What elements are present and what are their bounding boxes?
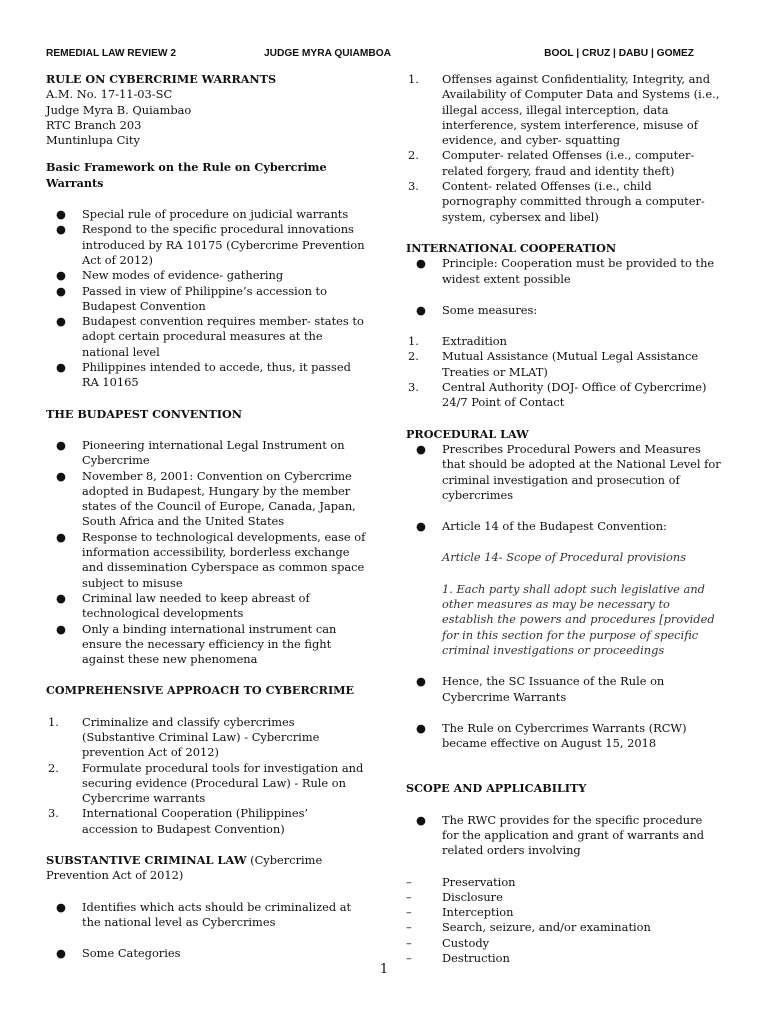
comprehensive-heading: COMPREHENSIVE APPROACH TO CYBERCRIME — [46, 683, 355, 698]
list-item: – Interception — [406, 905, 514, 920]
article-title: Article 14- Scope of Procedural provisions — [442, 550, 687, 565]
list-item: – Disclosure — [406, 889, 503, 904]
list-item: ● Some Categories — [56, 946, 181, 961]
substantive-heading-line — [46, 853, 366, 884]
list-item: ● Criminal law needed to keep abreast of technological developments — [56, 590, 310, 621]
doc-title: RULE ON CYBERCRIME WARRANTS — [46, 72, 277, 86]
list-item: ● Special rule of procedure on judicial warrants — [56, 207, 349, 222]
left-column — [46, 72, 366, 962]
list-item: ● November 8, 2001: Convention on Cybercrime adopted in Budapest, Hungary by the member states of the Council of Europe, Canada, Japan, South Africa and the United States — [56, 468, 356, 529]
list-item: ● Pioneering international Legal Instrument on Cybercrime — [56, 437, 345, 468]
list-item: ● Budapest convention requires member- states to adopt certain procedural measures at the national level — [56, 314, 364, 359]
list-item: ● Only a binding international instrument can ensure the necessary efficiency in the fight against these new phenomena — [56, 621, 337, 667]
header-judge: JUDGE MYRA QUIAMBOA — [264, 48, 391, 59]
framework-heading: Basic Framework on the Rule on Cybercrime Warrants — [46, 160, 327, 190]
procedural-heading: PROCEDURAL LAW — [406, 426, 529, 441]
list-item: ● Hence, the SC Issuance of the Rule on Cybercrime Warrants — [416, 674, 665, 704]
list-item: 1. Extradition — [408, 334, 507, 349]
list-item: 3. Content- related Offenses (i.e., child pornography committed through a computer- system, cybersex and libel) — [408, 179, 705, 224]
list-item: ● The Rule on Cybercrimes Warrants (RCW) became effective on August 15, 2018 — [416, 720, 687, 751]
scope-heading: SCOPE AND APPLICABILITY — [406, 781, 587, 796]
list-item: ● Article 14 of the Budapest Convention: — [416, 519, 667, 534]
procedural-list-2 — [406, 674, 722, 751]
list-item: – Preservation — [406, 874, 516, 889]
intl-measures-list — [406, 334, 722, 410]
budapest-heading: THE BUDAPEST CONVENTION — [46, 406, 242, 421]
intl-principle-list — [406, 256, 722, 318]
list-item: 1. Offenses against Confidentiality, Integrity, and Availability of Computer Data and Systems (i.e., illegal access, illegal interception, data interference, system interference, misuse of evidence, and cyber- squatting — [408, 72, 720, 148]
list-item: ● Passed in view of Philippine’s accession to Budapest Convention — [56, 283, 327, 313]
header-course: REMEDIAL LAW REVIEW 2 — [46, 48, 176, 59]
framework-list — [46, 207, 366, 391]
list-item: ● The RWC provides for the specific procedure for the application and grant of warrants and related orders involving — [416, 812, 705, 858]
list-item: 3. International Cooperation (Philippines’ accession to Budapest Convention) — [48, 806, 309, 836]
list-item: ● Respond to the specific procedural innovations introduced by RA 10175 (Cybercrime Prevention Act of 2012) — [56, 222, 365, 267]
right-column — [406, 72, 722, 966]
list-item: – Destruction — [406, 951, 510, 966]
list-item: – Search, seizure, and/or examination — [406, 920, 651, 935]
page-number: 1 — [379, 962, 389, 977]
list-item: 3. Central Authority (DOJ- Office of Cybercrime) 24/7 Point of Contact — [408, 380, 707, 410]
list-item: ● Philippines intended to accede, thus, it passed RA 10165 — [56, 360, 351, 390]
intl-heading: INTERNATIONAL COOPERATION — [406, 240, 617, 255]
list-item: 2. Computer- related Offenses (i.e., computer- related forgery, fraud and identity theft) — [408, 148, 695, 178]
category-list — [406, 72, 722, 225]
list-item: ● Identifies which acts should be criminalized at the national level as Cybercrimes — [56, 899, 352, 929]
substantive-heading: SUBSTANTIVE CRIMINAL LAW — [46, 853, 247, 868]
scope-sublist — [406, 875, 722, 967]
substantive-list — [46, 900, 366, 962]
doc-city: Muntinlupa City — [46, 133, 140, 148]
list-item: ● Principle: Cooperation must be provided to the widest extent possible — [416, 256, 715, 286]
list-item: 1. Criminalize and classify cybercrimes (Substantive Criminal Law) - Cybercrime prevention Act of 2012) — [48, 714, 320, 760]
list-item: 2. Mutual Assistance (Mutual Legal Assistance Treaties or MLAT) — [408, 349, 699, 379]
list-item: ● New modes of evidence- gathering — [56, 268, 284, 283]
budapest-list — [46, 438, 366, 667]
procedural-list — [406, 442, 722, 534]
page-header — [46, 46, 694, 60]
list-item: ● Prescribes Procedural Powers and Measures that should be adopted at the National Level for criminal investigation and prosecution of cybercrimes — [416, 441, 721, 502]
doc-branch: RTC Branch 203 — [46, 117, 142, 132]
list-item: 2. Formulate procedural tools for investigation and securing evidence (Procedural Law) - Rule on Cybercrime warrants — [48, 760, 364, 806]
list-item: – Custody — [406, 935, 490, 950]
scope-list — [406, 813, 722, 859]
list-item: ● Response to technological developments, ease of information accessibility, borderless exchange and dissemination Cyberspace as common space subject to misuse — [56, 529, 366, 590]
list-item: ● Some measures: — [416, 302, 538, 317]
doc-case-number: A.M. No. 17-11-03-SC — [46, 87, 173, 102]
substantive-heading-rest: (Cybercrime Prevention Act of 2012) — [46, 853, 323, 883]
comprehensive-list — [46, 715, 366, 837]
header-authors: BOOL | CRUZ | DABU | GOMEZ — [544, 48, 694, 59]
doc-judge: Judge Myra B. Quiambao — [46, 102, 192, 117]
article-text: 1. Each party shall adopt such legislative and other measures as may be necessary to establish the powers and procedures [provided for in this section for the purpose of specific criminal investigations or proceedings — [442, 581, 715, 657]
